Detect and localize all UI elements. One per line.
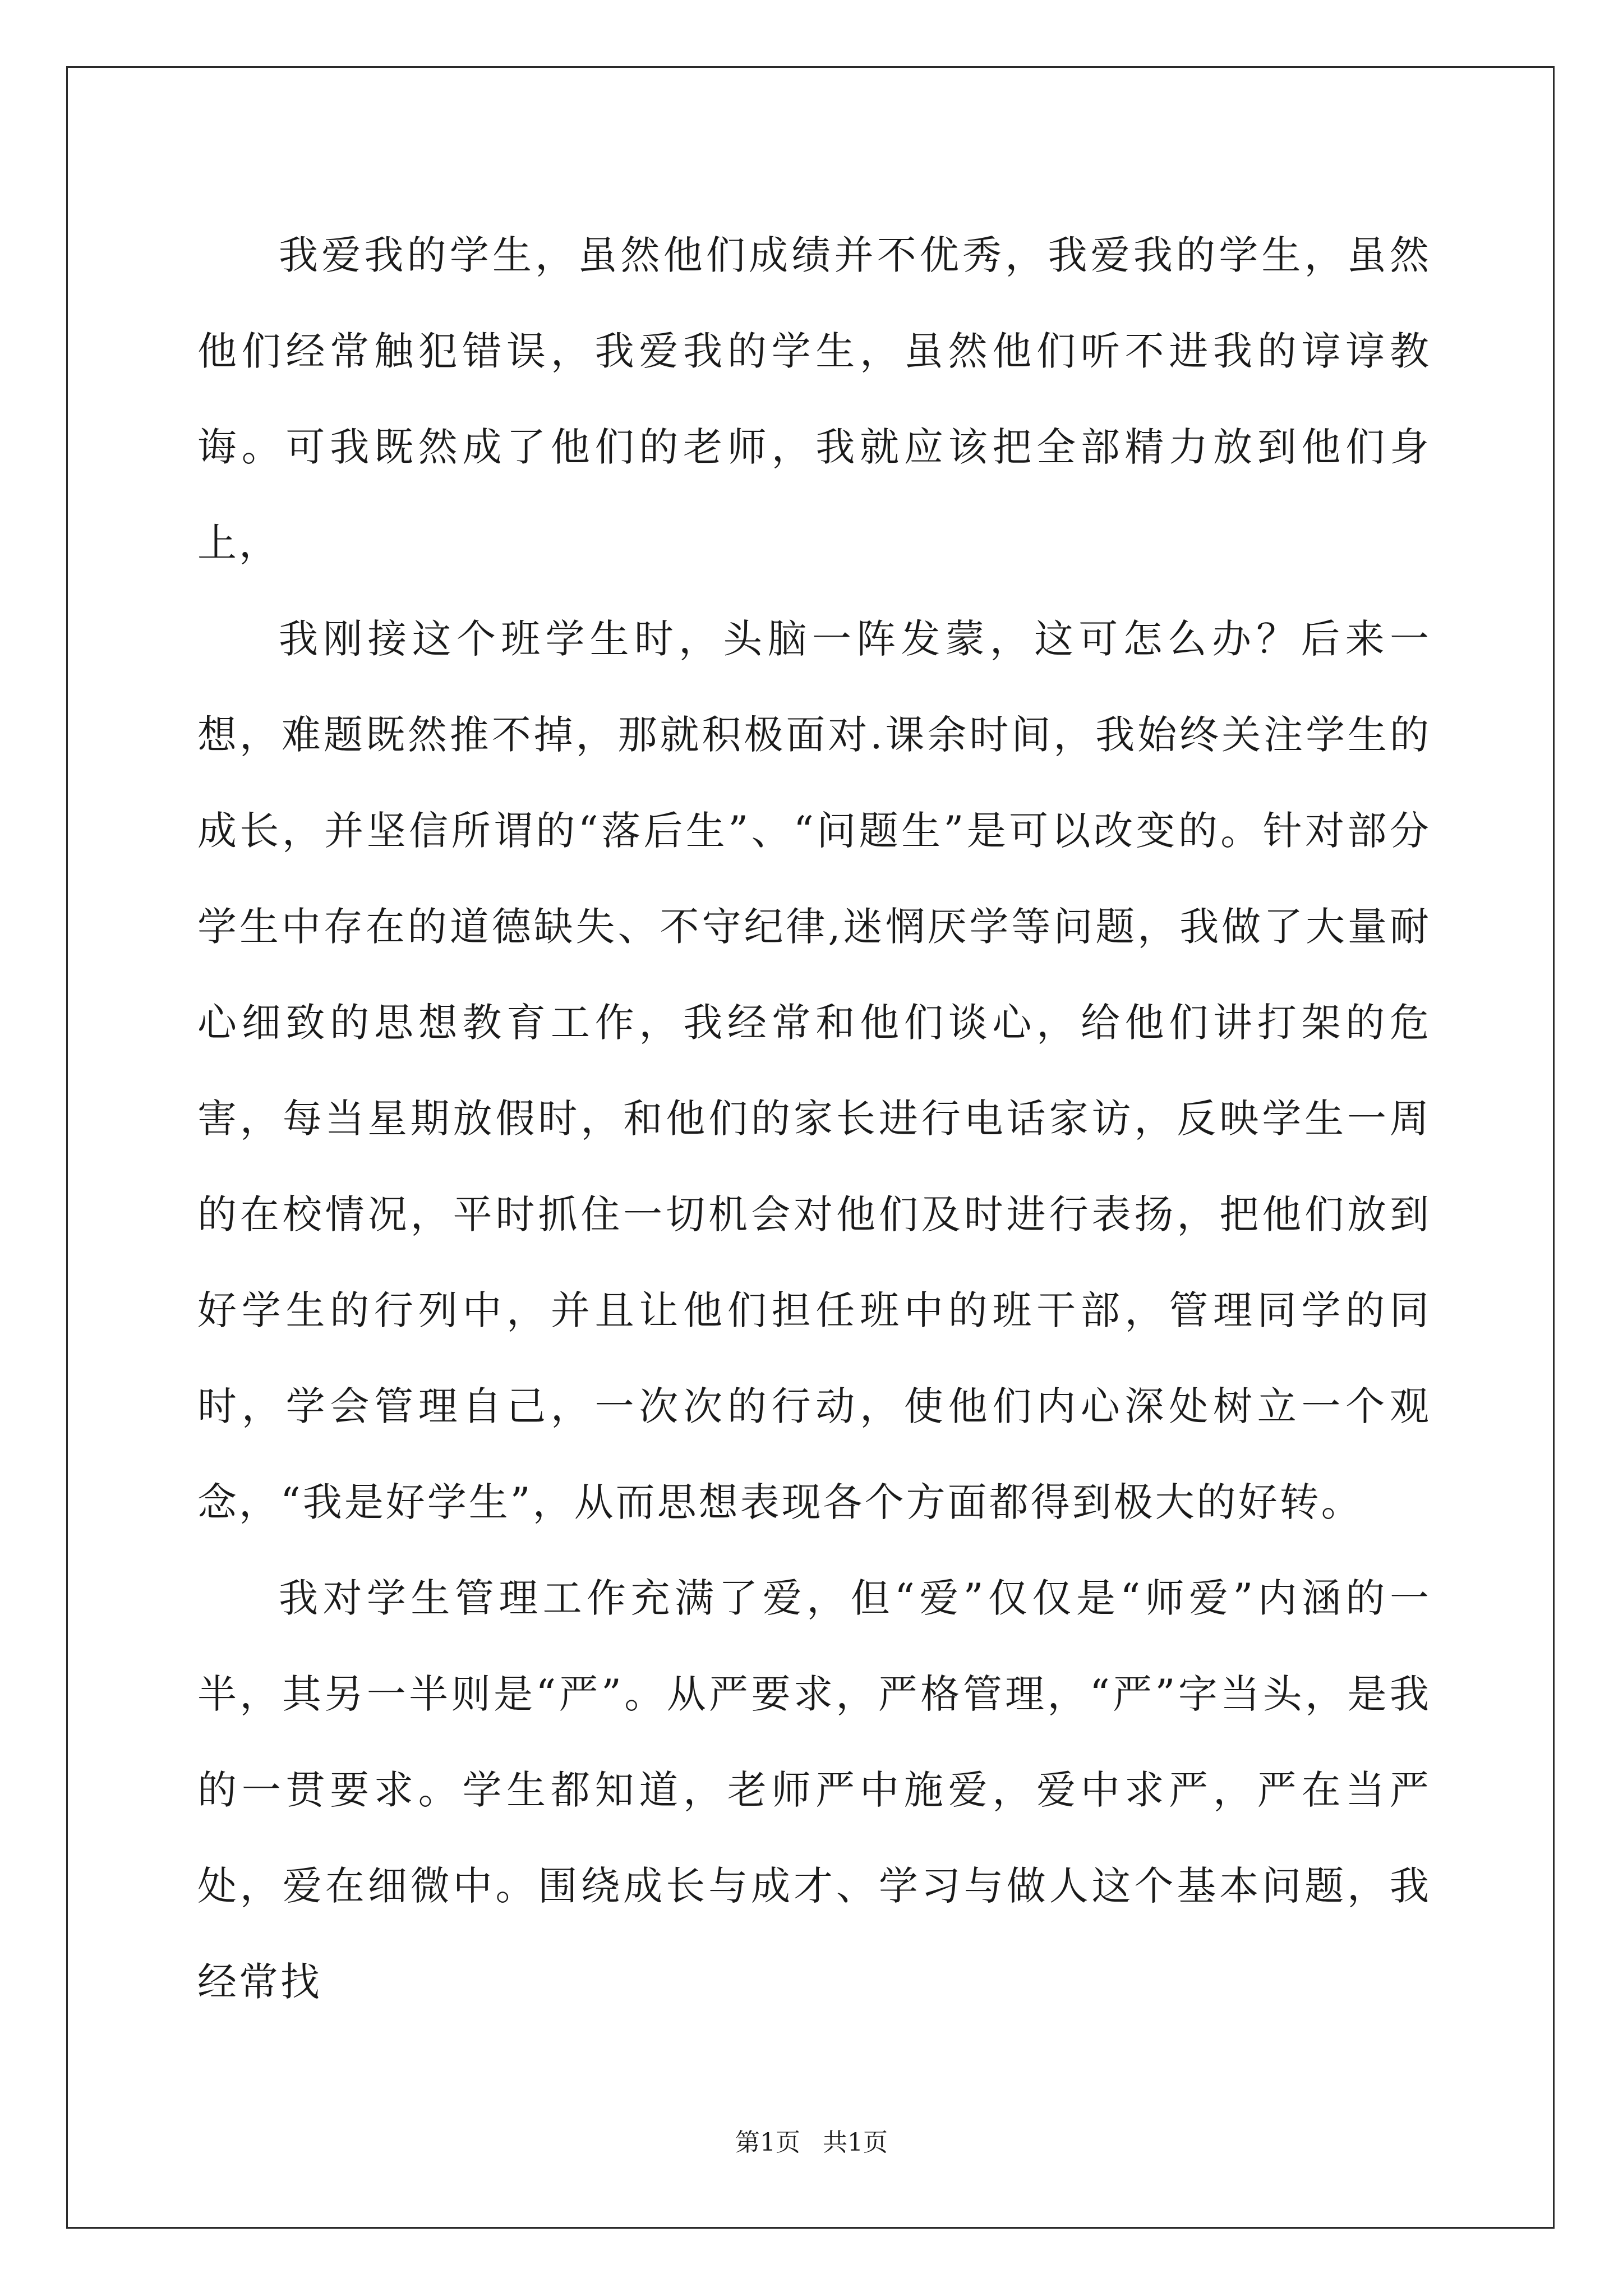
document-body: [197, 208, 1431, 2030]
paragraph-3: 我对学生管理工作充满了爱，但“爱”仅仅是“师爱”内涵的一半，其另一半则是“严”。从严要求，严格管理，“严”字当头，是我的一贯要求。学生都知道，老师严中施爱，爱中求严，严在当严处，爱在细微中。围绕成长与成才、学习与做人这个基本问题，我经常找: [197, 1575, 1431, 2005]
page-footer: [0, 2126, 1623, 2160]
page-total: 共1页: [823, 2128, 888, 2157]
page-number: 第1页: [735, 2128, 800, 2157]
paragraph-2: 我刚接这个班学生时，头脑一阵发蒙，这可怎么办？后来一想，难题既然推不掉，那就积极面对.课余时间，我始终关注学生的成长，并坚信所谓的“落后生”、“问题生”是可以改变的。针对部分学生中存在的道德缺失、不守纪律,迷惘厌学等问题，我做了大量耐心细致的思想教育工作，我经常和他们谈心，给他们讲打架的危害，每当星期放假时，和他们的家长进行电话家访，反映学生一周的在校情况，平时抓住一切机会对他们及时进行表扬，把他们放到好学生的行列中，并且让他们担任班中的班干部，管理同学的同时，学会管理自己，一次次的行动，使他们内心深处树立一个观念，“我是好学生”，从而思想表现各个方面都得到极大的好转。: [197, 616, 1431, 1525]
paragraph-1: 我爱我的学生，虽然他们成绩并不优秀，我爱我的学生，虽然他们经常触犯错误，我爱我的学生，虽然他们听不进我的谆谆教诲。可我既然成了他们的老师，我就应该把全部精力放到他们身上，: [197, 232, 1431, 566]
